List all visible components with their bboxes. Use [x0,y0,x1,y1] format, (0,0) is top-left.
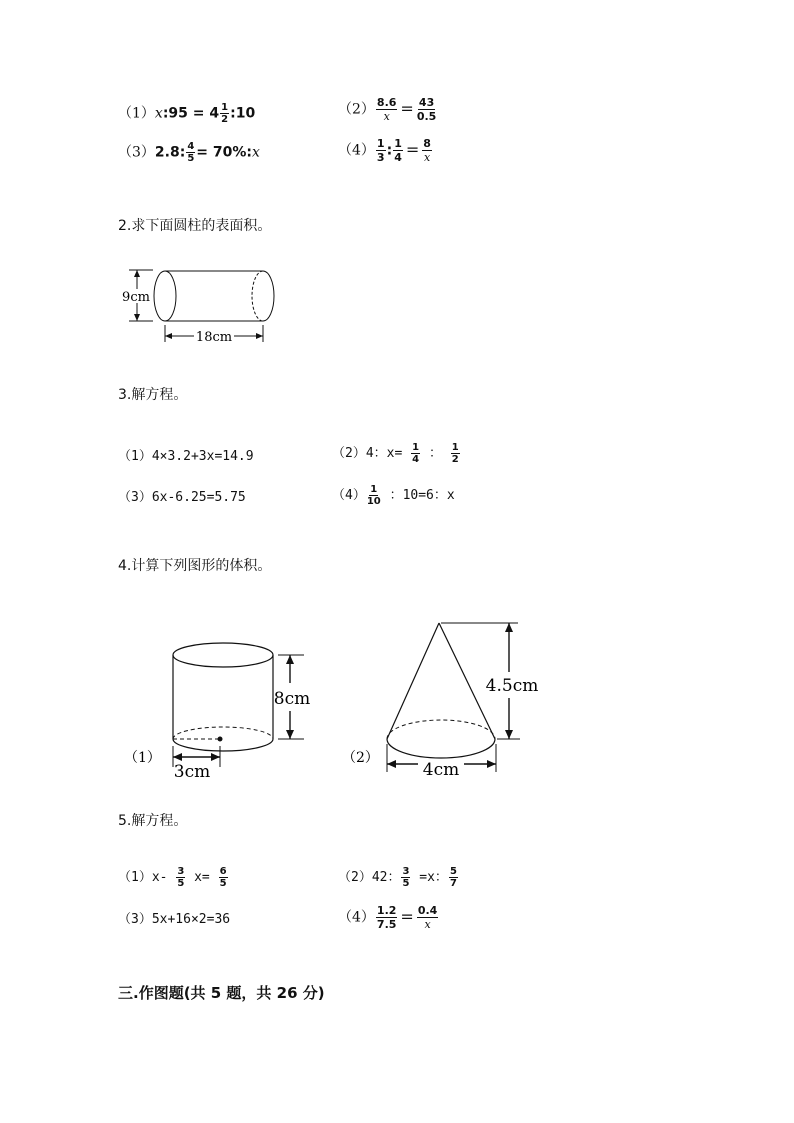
fraction: $\frac{1}{4}$ [394,137,402,164]
fraction: $\frac{1}{10}$ [366,484,381,507]
cylinder-bottom-back [173,727,273,739]
arrow-down-icon [505,730,513,739]
q5-part3: （3）5x+16×2=36 [118,912,231,927]
fraction: $\frac{3}{5}$ [177,866,185,889]
arrow-left-icon [387,760,396,768]
fraction: $\frac{4}{5}$ [187,141,195,164]
cone-diameter-label: 4cm [422,760,460,780]
fraction: $\frac{8.6}{x}$ [376,96,397,123]
cylinder-height-label: 8cm [273,689,311,709]
q3-part4: （4） $\frac{1}{10}$ ：10=6：x [332,484,455,507]
fraction: $\frac{1}{2}$ [451,442,459,465]
arrow-left-icon [165,333,172,339]
cylinder-bottom-front [173,739,273,751]
fraction: $\frac{3}{5}$ [402,866,410,889]
q5-part4: （4） $\frac{1.2}{7.5}$ = $\frac{0.4}{x}$ [338,904,438,931]
q4-cone-figure [338,612,548,784]
fraction: $\frac{8}{x}$ [423,137,431,164]
cone-base-front [387,739,495,758]
arrow-up-icon [134,270,140,277]
length-label: 18cm [195,330,233,345]
q3-part1: （1）4×3.2+3x=14.9 [118,449,254,464]
q5-part1: （1）x- $\frac{3}{5}$ x= $\frac{6}{5}$ [118,866,227,889]
cylinder-label: （1） [124,750,161,766]
cylinder-radius-label: 3cm [173,762,211,782]
q1-part2: （2） $\frac{8.6}{x}$ = $\frac{43}{0.5}$ [338,96,437,123]
arrow-up-icon [286,655,294,664]
q5-heading: 5.解方程。 [118,813,188,829]
cone-base-back [387,720,495,739]
q3-part3: （3）6x-6.25=5.75 [118,490,246,505]
center-point [218,737,223,742]
q3-part2: （2）4：x= $\frac{1}{4}$ ： $\frac{1}{2}$ [332,442,459,465]
cylinder-top [173,643,273,667]
arrow-up-icon [505,623,513,632]
q4-heading: 4.计算下列图形的体积。 [118,558,272,574]
fraction: $\frac{6}{5}$ [219,866,227,889]
cone-label: （2） [342,750,379,766]
cylinder-front-face [154,271,176,321]
q2-cylinder-figure [115,262,285,347]
fraction: $\frac{1}{2}$ [221,102,229,125]
arrow-right-icon [487,760,496,768]
fraction: $\frac{1}{4}$ [412,442,420,465]
q5-part2: （2）42： $\frac{3}{5}$ =x： $\frac{5}{7}$ [338,866,457,889]
fraction: $\frac{0.4}{x}$ [417,904,438,931]
fraction: $\frac{5}{7}$ [449,866,457,889]
q2-heading: 2.求下面圆柱的表面积。 [118,218,272,234]
q1-part3: （3）2.8: $\frac{4}{5}$ = 70%:x [118,141,260,164]
cone-height-label: 4.5cm [485,676,539,696]
arrow-right-icon [211,753,220,761]
arrow-right-icon [256,333,263,339]
arrow-down-icon [286,730,294,739]
q1-part4: （4） $\frac{1}{3}$ : $\frac{1}{4}$ = $\frac{8}{x}$ [338,137,431,164]
fraction: $\frac{1}{3}$ [376,137,385,164]
fraction: $\frac{1.2}{7.5}$ [376,904,397,931]
arrow-down-icon [134,314,140,321]
height-label: 9cm [122,290,150,305]
q1-part1: （1）x:95 = 4 $\frac{1}{2}$ :10 [118,102,256,125]
arrow-left-icon [173,753,182,761]
q3-heading: 3.解方程。 [118,387,188,403]
q4-cylinder-figure [120,635,320,785]
fraction: $\frac{43}{0.5}$ [416,96,437,123]
section-3-title: 三.作图题(共 5 题，共 26 分) [118,984,325,1002]
